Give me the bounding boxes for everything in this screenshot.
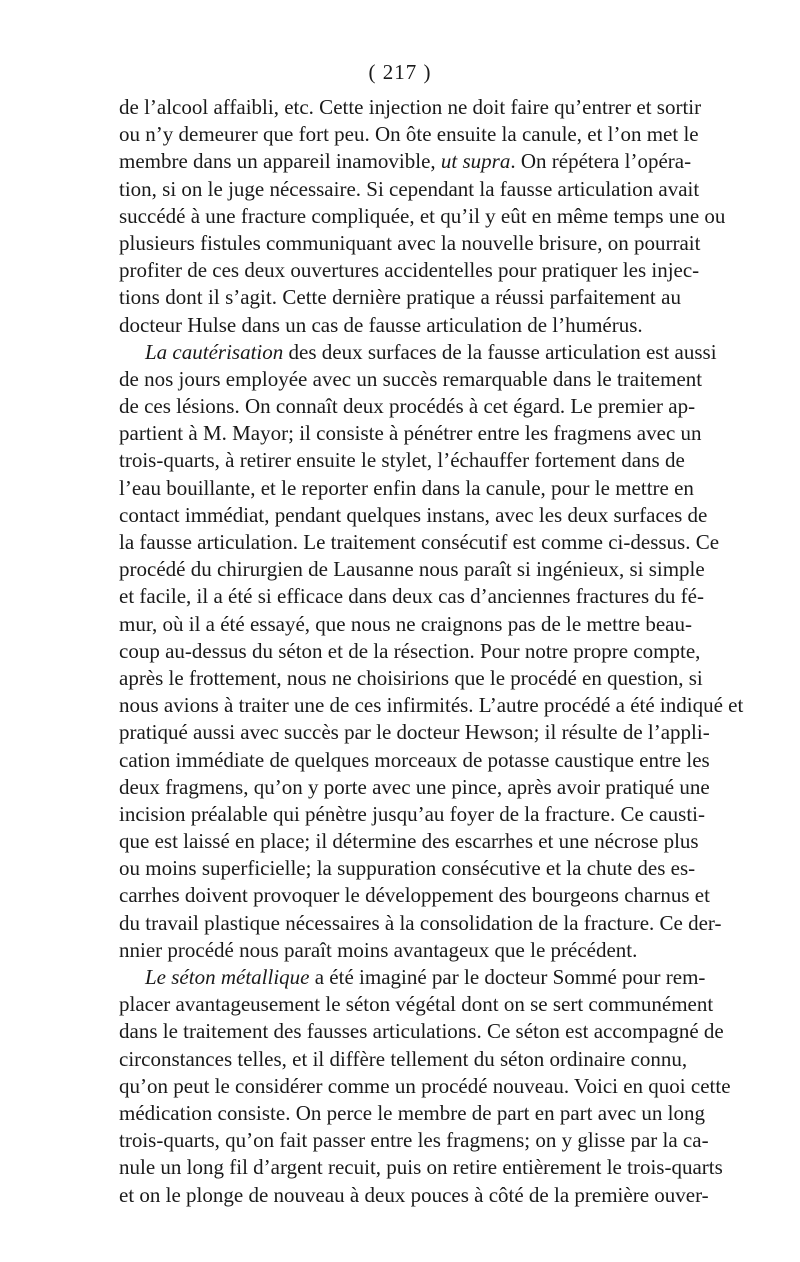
text-line [119,1182,709,1209]
text-segment: mur, où il a été essayé, que nous ne craignons pas de le mettre beau- [119,611,692,636]
body-text [119,94,744,1209]
text-segment: de l’alcool affaibli, etc. Cette injection ne doit faire qu’entrer et sortir [119,95,702,119]
text-segment: profiter de ces deux ouvertures accidentelles pour pratiquer les injec- [119,258,700,283]
text-segment: médication consiste. On perce le membre de part en part avec un long [119,1100,706,1125]
text-segment: nule un long fil d’argent recuit, puis on retire entièrement le trois-quarts [119,1155,723,1180]
text-line [119,475,694,502]
text-segment: placer avantageusement le séton végétal dont on se sert communément [119,992,714,1017]
paragraph [119,94,726,339]
text-line [119,828,699,855]
text-segment: dans le traitement des fausses articulations. Ce séton est accompagné de [119,1019,724,1044]
text-segment: membre dans un appareil inamovible, [119,149,441,174]
text-segment: des deux surfaces de la fausse articulation est aussi [283,339,717,364]
text-line [119,1127,709,1154]
italic-term: La cautérisation [145,339,284,364]
text-segment: pratiqué aussi avec succès par le docteur Hewson; il résulte de l’appli- [119,720,710,745]
text-segment: procédé du chirurgien de Lausanne nous paraît si ingénieux, si simple [119,557,705,582]
text-segment: ou moins superficielle; la suppuration consécutive et la chute des es- [119,856,696,881]
text-segment: après le frottement, nous ne choisirions que le procédé en question, si [119,665,703,690]
text-segment: cation immédiate de quelques morceaux de potasse caustique entre les [119,747,710,772]
text-line [119,148,692,175]
text-line [119,284,681,311]
text-segment: tions dont il s’agit. Cette dernière pratique a réussi parfaitement au [119,285,681,310]
text-line [119,583,704,610]
text-segment: tion, si on le juge nécessaire. Si cependant la fausse articulation avait [119,176,700,201]
text-segment: ou n’y demeurer que fort peu. On ôte ensuite la canule, et l’on met le [119,122,699,147]
text-line [119,774,710,801]
text-line [119,312,681,339]
text-segment: la fausse articulation. Le traitement consécutif est comme ci-dessus. Ce [119,530,720,554]
text-segment: a été imaginé par le docteur Sommé pour rem- [309,965,706,989]
text-line [119,801,706,828]
text-segment: succédé à une fracture compliquée, et qu’il y eût en même temps une ou [119,203,726,228]
text-segment: circonstances telles, et il diffère tellement du séton ordinaire connu, [119,1046,688,1071]
text-line [119,665,703,692]
text-line [119,339,717,366]
text-line [119,121,699,148]
text-line [119,1154,723,1181]
page-number: ( 217 ) [368,60,432,84]
text-line [119,638,701,665]
text-segment: carrhes doivent provoquer le développement des bourgeons charnus et [119,883,710,908]
text-segment: nous avions à traiter une de ces infirmités. L’autre procédé a été indiqué et [119,693,744,718]
text-line [119,94,702,121]
text-segment: docteur Hulse dans un cas de fausse articulation de l’humérus. [119,312,643,337]
text-segment: contact immédiat, pendant quelques instans, avec les deux surfaces de [119,502,708,527]
text-segment: de nos jours employée avec un succès remarquable dans le traitement [119,366,703,391]
text-segment: deux fragmens, qu’on y porte avec une pince, après avoir pratiqué une [119,774,710,799]
paragraph [119,339,744,964]
text-line [119,447,685,474]
text-line [119,1100,706,1127]
text-line [119,556,705,583]
text-line [119,529,720,556]
text-segment: coup au-dessus du séton et de la résection. Pour notre propre compte, [119,638,701,663]
text-line [119,937,681,964]
text-line [119,230,701,257]
text-segment: partient à M. Mayor; il consiste à pénétrer entre les fragmens avec un [119,421,702,446]
text-line [119,502,708,529]
text-line [119,393,696,420]
italic-term: ut supra [440,149,511,174]
text-segment: du travail plastique nécessaires à la consolidation de la fracture. Ce der- [119,910,722,935]
text-line [119,420,702,447]
text-segment: que est laissé en place; il détermine des escarrhes et une nécrose plus [119,829,699,854]
text-segment: qu’on peut le considérer comme un procédé nouveau. Voici en quoi cette [119,1073,731,1098]
text-segment: et on le plonge de nouveau à deux pouces à côté de la première ouver- [119,1182,709,1207]
text-line [119,1018,724,1045]
text-line [119,882,710,909]
text-line [119,203,726,230]
text-line [119,719,710,746]
paragraph [119,964,731,1209]
text-line [119,747,710,774]
text-segment: et facile, il a été si efficace dans deux cas d’anciennes fractures du fé- [119,584,704,609]
text-segment: nnier procédé nous paraît moins avantageux que le précédent. [119,937,638,962]
text-segment: trois-quarts, qu’on fait passer entre les fragmens; on y glisse par la ca- [119,1128,709,1153]
text-line [119,991,714,1018]
text-line [119,692,744,719]
text-line [119,611,692,638]
text-segment: l’eau bouillante, et le reporter enfin dans la canule, pour le mettre en [119,475,694,500]
text-line [119,910,722,937]
text-segment: incision préalable qui pénètre jusqu’au foyer de la fracture. Ce causti- [119,801,706,826]
text-line [119,366,703,393]
text-segment: . On répétera l’opéra- [510,149,692,174]
text-line [119,1073,731,1100]
text-line [119,176,700,203]
text-segment: plusieurs fistules communiquant avec la nouvelle brisure, on pourrait [119,230,701,255]
text-line [119,855,696,882]
italic-term: Le séton métallique [145,965,310,989]
text-segment: trois-quarts, à retirer ensuite le stylet, l’échauffer fortement dans de [119,448,685,473]
text-line [119,257,700,284]
text-line [119,1046,688,1073]
text-segment: de ces lésions. On connaît deux procédés à cet égard. Le premier ap- [119,394,696,419]
text-line [119,964,706,991]
